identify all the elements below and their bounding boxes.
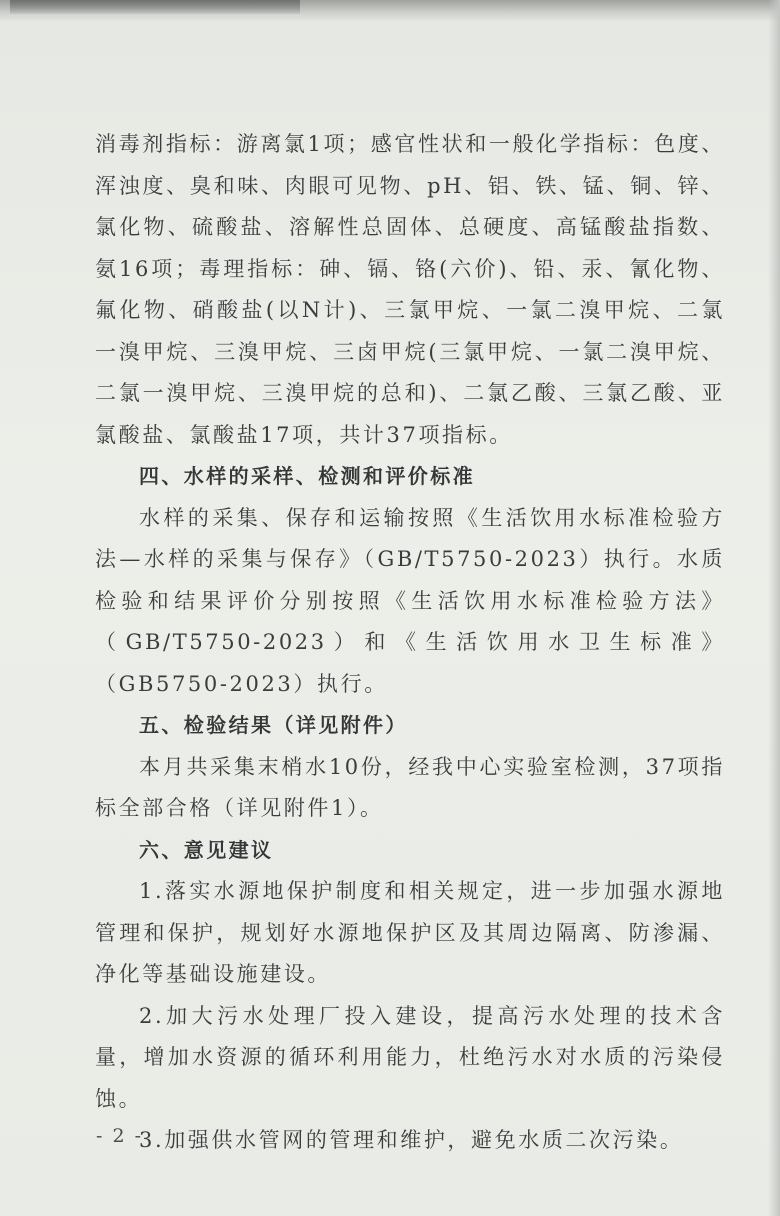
document-body [95,124,725,1162]
section-heading-results: 五、检验结果（详见附件） [139,713,408,737]
page-number: - 2 - [96,1125,144,1147]
binding-shadow [10,0,300,14]
page-right-shadow [768,0,780,1216]
results-paragraph: 本月共采集末梢水10份，经我中心实验室检测，37项指标全部合格（详见附件1）。 [95,754,725,820]
sampling-standard-paragraph: 水样的采集、保存和运输按照《生活饮用水标准检验方法—水样的采集与保存》（GB/T5750-2023）执行。水质检验和结果评价分别按照《生活饮用水标准检验方法》（GB/T5750-2023）和《生活饮用水卫生标准》（GB5750-2023）执行。 [95,505,725,696]
section-heading-suggestions: 六、意见建议 [139,837,274,862]
indicator-list-paragraph: 消毒剂指标：游离氯1项；感官性状和一般化学指标：色度、浑浊度、臭和味、肉眼可见物、pH、铝、铁、锰、铜、锌、氯化物、硫酸盐、溶解性总固体、总硬度、高锰酸盐指数、氨16项；毒理指标：砷、镉、铬(六价)、铅、汞、氰化物、氟化物、硝酸盐(以N计)、三氯甲烷、一氯二溴甲烷、二氯一溴甲烷、三溴甲烷、三卤甲烷(三氯甲烷、一氯二溴甲烷、二氯一溴甲烷、三溴甲烷的总和)、二氯乙酸、三氯乙酸、亚氯酸盐、氯酸盐17项，共计37项指标。 [95,132,725,447]
suggestion-item-3: 3.加强供水管网的管理和维护，避免水质二次污染。 [139,1128,684,1152]
suggestion-item-1: 1.落实水源地保护制度和相关规定，进一步加强水源地管理和保护，规划好水源地保护区及其周边隔离、防渗漏、净化等基础设施建设。 [95,879,725,986]
section-heading-sampling: 四、水样的采样、检测和评价标准 [139,464,475,488]
suggestion-item-2: 2.加大污水处理厂投入建设，提高污水处理的技术含量，增加水资源的循环利用能力，杜绝污水对水质的污染侵蚀。 [95,1003,725,1111]
page-top-shadow [0,0,780,22]
